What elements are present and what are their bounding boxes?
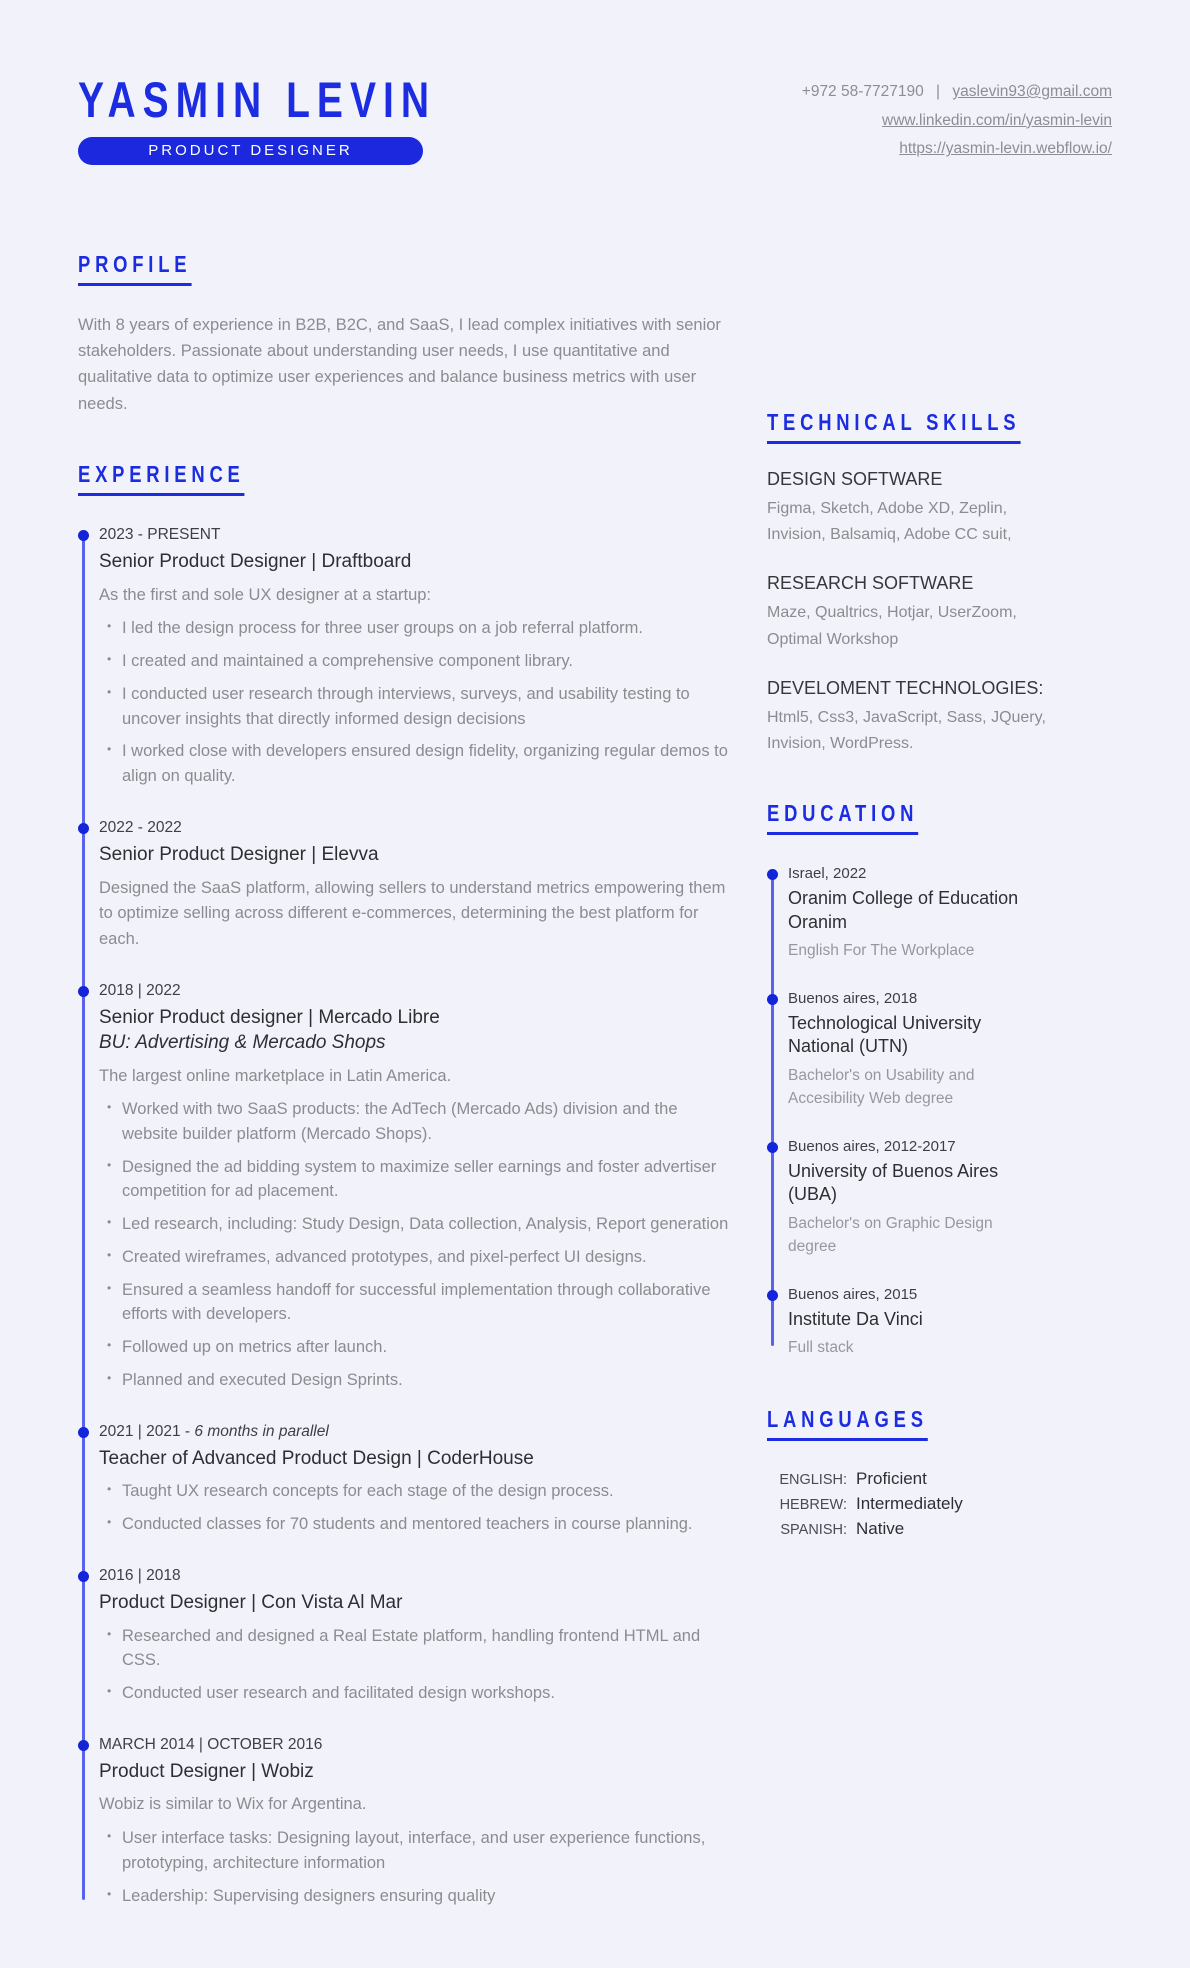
bullet-item: • Followed up on metrics after launch. <box>122 1335 733 1360</box>
languages-heading: LANGUAGES <box>767 1406 928 1441</box>
bullet-item: • Conducted user research and facilitated design workshops. <box>122 1681 733 1706</box>
bullet-item: • I led the design process for three user groups on a job referral platform. <box>122 616 733 641</box>
skill-group-text: Figma, Sketch, Adobe XD, Zeplin, Invision, Balsamiq, Adobe CC suit, <box>767 499 1012 543</box>
main-content <box>78 251 1112 1909</box>
email-link[interactable]: yaslevin93@gmail.com <box>952 83 1112 100</box>
person-name: YASMIN LEVIN <box>78 72 437 128</box>
skill-group <box>767 573 1112 653</box>
experience-intro: The largest online marketplace in Latin America. <box>99 1066 452 1085</box>
title-pill <box>78 137 423 165</box>
experience-title: Senior Product Designer | Elevva <box>99 843 379 865</box>
left-column <box>78 251 733 1909</box>
education-date: Israel, 2022 <box>788 864 867 882</box>
education-degree: Full stack <box>788 1339 854 1357</box>
linkedin-link[interactable]: www.linkedin.com/in/yasmin-levin <box>882 111 1112 129</box>
bullet-item: • Planned and executed Design Sprints. <box>122 1368 733 1393</box>
contact-separator: | <box>936 83 941 100</box>
education-entry <box>788 1138 1112 1259</box>
timeline-dot-icon <box>78 1571 89 1582</box>
experience-date: 2023 - PRESENT <box>99 526 221 544</box>
experience-section <box>78 461 733 1908</box>
bullet-item: • Conducted classes for 70 students and mentored teachers in course planning. <box>122 1512 733 1537</box>
timeline-dot-icon <box>767 869 778 880</box>
timeline-dot-icon <box>767 1290 778 1301</box>
education-heading: EDUCATION <box>767 800 918 835</box>
education-date: Buenos aires, 2015 <box>788 1285 918 1303</box>
experience-title: Product Designer | Wobiz <box>99 1760 314 1782</box>
language-value: Native <box>856 1518 905 1538</box>
experience-bullets <box>99 1624 733 1706</box>
name-block <box>78 74 537 165</box>
experience-entry <box>99 1736 733 1909</box>
experience-date <box>99 1423 733 1441</box>
experience-intro: Wobiz is similar to Wix for Argentina. <box>99 1795 367 1814</box>
experience-intro: Designed the SaaS platform, allowing sellers to understand metrics empowering them to optimize selling across different e-commerces, determining the best platform for each. <box>99 878 726 948</box>
bullet-item: • Taught UX research concepts for each stage of the design process. <box>122 1479 733 1504</box>
education-school: Technological University National (UTN) <box>788 1012 982 1057</box>
experience-title: Senior Product Designer | Draftboard <box>99 551 412 573</box>
experience-title: Product Designer | Con Vista Al Mar <box>99 1591 403 1613</box>
technical-skills-heading: TECHNICAL SKILLS <box>767 409 1020 444</box>
education-degree: Bachelor's on Usability and Accesibility Web degree <box>788 1067 975 1108</box>
bullet-item: • Created wireframes, advanced prototypes, and pixel-perfect UI designs. <box>122 1245 733 1270</box>
language-label: SPANISH: <box>780 1521 847 1538</box>
experience-timeline <box>78 526 733 1908</box>
profile-text: With 8 years of experience in B2B, B2C, and SaaS, I lead complex initiatives with senior stakeholders. Passionate about understanding user needs, I use quantitative and qualitative data to optimize user experiences and balance business metrics with user needs. <box>78 315 721 413</box>
website-link[interactable]: https://yasmin-levin.webflow.io/ <box>899 140 1112 158</box>
skill-group-title: RESEARCH SOFTWARE <box>767 573 974 594</box>
education-school: Oranim College of Education Oranim <box>788 887 1019 932</box>
experience-bullets <box>99 1479 733 1537</box>
skill-group-text: Html5, Css3, JavaScript, Sass, JQuery, Invision, WordPress. <box>767 709 1046 753</box>
experience-heading: EXPERIENCE <box>78 461 245 496</box>
bullet-item: • Researched and designed a Real Estate platform, handling frontend HTML and CSS. <box>122 1624 733 1674</box>
language-label: HEBREW: <box>779 1496 847 1513</box>
experience-entry <box>99 526 733 789</box>
experience-bullets <box>99 616 733 789</box>
bullet-item: • Led research, including: Study Design, Data collection, Analysis, Report generation <box>122 1212 733 1237</box>
language-value: Intermediately <box>856 1493 963 1513</box>
bullet-item: • Leadership: Supervising designers ensuring quality <box>122 1884 733 1909</box>
timeline-dot-icon <box>78 986 89 997</box>
education-entry <box>788 865 1112 963</box>
timeline-dot-icon <box>767 1142 778 1153</box>
experience-subtitle: BU: Advertising & Mercado Shops <box>99 1031 386 1053</box>
language-row <box>767 1469 1112 1489</box>
skill-group-text: Maze, Qualtrics, Hotjar, UserZoom, Optimal Workshop <box>767 604 1017 648</box>
experience-date-text: 2021 | 2021 - <box>99 1422 195 1440</box>
education-section <box>767 800 1112 1360</box>
language-row <box>767 1519 1112 1539</box>
education-entry <box>788 1286 1112 1360</box>
contact-line-linkedin <box>802 107 1112 136</box>
experience-date: MARCH 2014 | OCTOBER 2016 <box>99 1735 323 1753</box>
experience-entry <box>99 1423 733 1537</box>
language-label: ENGLISH: <box>779 1471 847 1488</box>
timeline-dot-icon <box>78 1740 89 1751</box>
bullet-item: • Ensured a seamless handoff for successful implementation through collaborative efforts with developers. <box>122 1278 733 1328</box>
experience-date: 2018 | 2022 <box>99 982 181 1000</box>
bullet-item: • User interface tasks: Designing layout, interface, and user experience functions, prototyping, architecture information <box>122 1826 733 1876</box>
bullet-item: • Designed the ad bidding system to maximize seller earnings and foster advertiser competition for ad placement. <box>122 1155 733 1205</box>
language-list <box>767 1469 1112 1539</box>
experience-title: Senior Product designer | Mercado Libre <box>99 1007 440 1029</box>
timeline-dot-icon <box>767 994 778 1005</box>
education-entry <box>788 990 1112 1111</box>
phone-number: +972 58-7727190 <box>801 83 924 100</box>
experience-date-note: 6 months in parallel <box>194 1422 329 1440</box>
experience-entry <box>99 819 733 952</box>
experience-date: 2016 | 2018 <box>99 1566 181 1584</box>
education-degree: English For The Workplace <box>788 942 975 960</box>
timeline-dot-icon <box>78 823 89 834</box>
contact-line-website <box>802 135 1112 164</box>
education-date: Buenos aires, 2018 <box>788 989 918 1007</box>
job-title: PRODUCT DESIGNER <box>148 142 353 159</box>
header <box>78 74 1112 165</box>
right-column <box>767 251 1112 1909</box>
bullet-item: • I conducted user research through interviews, surveys, and usability testing to uncover insights that directly informed design decisions <box>122 682 733 732</box>
timeline-dot-icon <box>78 1427 89 1438</box>
experience-bullets <box>99 1826 733 1908</box>
education-timeline <box>767 865 1112 1360</box>
education-school: Institute Da Vinci <box>788 1308 923 1329</box>
experience-date: 2022 - 2022 <box>99 818 182 836</box>
experience-entry <box>99 982 733 1392</box>
experience-entry <box>99 1567 733 1706</box>
contact-info <box>802 74 1112 164</box>
timeline-dot-icon <box>78 530 89 541</box>
profile-section <box>78 251 733 418</box>
bullet-item: • Worked with two SaaS products: the AdTech (Mercado Ads) division and the website builder platform (Mercado Shops). <box>122 1097 733 1147</box>
bullet-item: • I worked close with developers ensured design fidelity, organizing regular demos to align on quality. <box>122 739 733 789</box>
languages-section <box>767 1406 1112 1539</box>
skill-group <box>767 678 1112 758</box>
language-row <box>767 1494 1112 1514</box>
skill-group-title: DEVELOMENT TECHNOLOGIES: <box>767 678 1044 699</box>
education-school: University of Buenos Aires (UBA) <box>788 1160 999 1205</box>
education-degree: Bachelor's on Graphic Design degree <box>788 1215 993 1256</box>
experience-intro: As the first and sole UX designer at a startup: <box>99 585 432 604</box>
technical-skills-section <box>767 409 1112 758</box>
experience-title: Teacher of Advanced Product Design | CoderHouse <box>99 1447 534 1469</box>
contact-line-phone-email <box>802 78 1112 107</box>
skill-group <box>767 469 1112 549</box>
education-date: Buenos aires, 2012-2017 <box>788 1137 956 1155</box>
experience-bullets <box>99 1097 733 1393</box>
bullet-item: • I created and maintained a comprehensive component library. <box>122 649 733 674</box>
profile-heading: PROFILE <box>78 251 191 286</box>
skill-group-title: DESIGN SOFTWARE <box>767 468 943 489</box>
language-value: Proficient <box>856 1468 927 1488</box>
